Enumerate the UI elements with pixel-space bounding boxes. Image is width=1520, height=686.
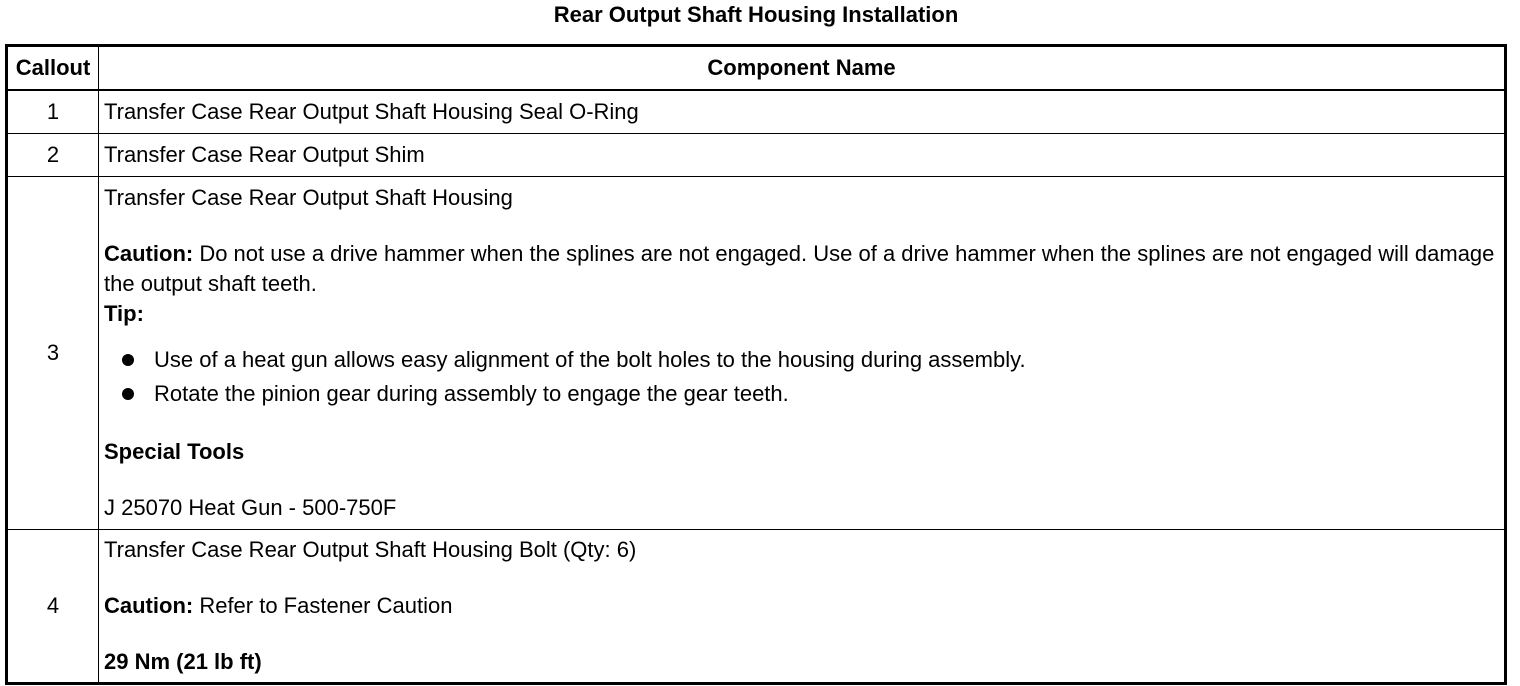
column-header-callout: Callout [7, 46, 99, 91]
component-name: Transfer Case Rear Output Shim [99, 134, 1506, 177]
caution-note [104, 239, 1499, 299]
table-header-row [7, 46, 1506, 91]
tip-list [104, 343, 1499, 411]
tip-label: Tip: [104, 301, 144, 326]
table-row [7, 177, 1506, 530]
page-title: Rear Output Shaft Housing Installation [553, 2, 959, 27]
bullet-icon [122, 388, 134, 400]
torque-spec: 29 Nm (21 lb ft) [104, 649, 262, 674]
component-table [5, 44, 1507, 685]
caution-text: Refer to Fastener Caution [193, 593, 453, 618]
caution-text: Do not use a drive hammer when the splines are not engaged. Use of a drive hammer when the splines are not engaged will damage the output shaft teeth. [104, 241, 1495, 296]
tip-text: Use of a heat gun allows easy alignment of the bolt holes to the housing during assembly. [154, 347, 1026, 372]
component-name: Transfer Case Rear Output Shaft Housing Seal O-Ring [99, 90, 1506, 134]
tip-text: Rotate the pinion gear during assembly to engage the gear teeth. [154, 381, 789, 406]
component-details [99, 177, 1506, 530]
callout-number: 3 [7, 177, 99, 530]
table-row [7, 134, 1506, 177]
list-item [122, 377, 1499, 411]
table-row [7, 90, 1506, 134]
caution-label: Caution: [104, 241, 194, 266]
special-tool-item: J 25070 Heat Gun - 500-750F [104, 495, 397, 520]
callout-number: 2 [7, 134, 99, 177]
special-tools-heading: Special Tools [104, 439, 245, 464]
list-item [122, 343, 1499, 377]
caution-note [104, 591, 1499, 621]
bullet-icon [122, 354, 134, 366]
caution-label: Caution: [104, 593, 194, 618]
callout-number: 4 [7, 530, 99, 684]
component-details [99, 530, 1506, 684]
table-row [7, 530, 1506, 684]
component-name: Transfer Case Rear Output Shaft Housing [104, 185, 513, 210]
callout-number: 1 [7, 90, 99, 134]
component-name: Transfer Case Rear Output Shaft Housing Bolt (Qty: 6) [104, 537, 637, 562]
column-header-component-name: Component Name [99, 46, 1506, 91]
